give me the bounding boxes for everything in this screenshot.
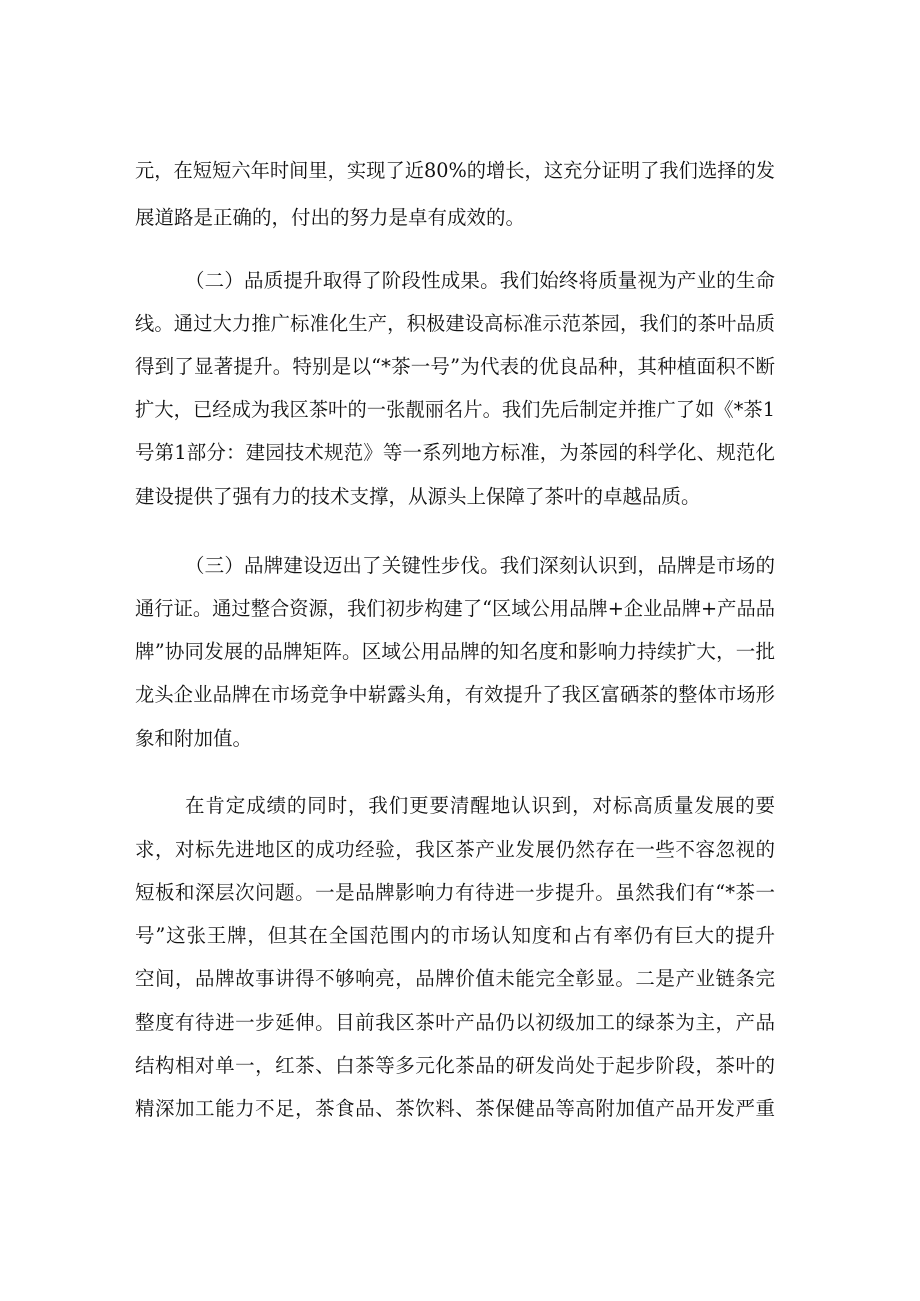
text-line: （三）品牌建设迈出了关键性步伐。我们深刻认识到，品牌是市场的 bbox=[185, 554, 775, 577]
text-line: 整度有待进一步延伸。目前我区茶叶产品仍以初级加工的绿茶为主，产品 bbox=[135, 1011, 775, 1034]
text-line: 龙头企业品牌在市场竞争中崭露头角，有效提升了我区富硒茶的整体市场形 bbox=[135, 683, 775, 706]
text-line: 牌”协同发展的品牌矩阵。区域公用品牌的知名度和影响力持续扩大，一批 bbox=[135, 640, 775, 663]
text-line: （二）品质提升取得了阶段性成果。我们始终将质量视为产业的生命 bbox=[185, 269, 775, 292]
text-line: 得到了显著提升。特别是以“*茶一号”为代表的优良品种，其种植面积不断 bbox=[135, 355, 775, 378]
text-line: 短板和深层次问题。一是品牌影响力有待进一步提升。虽然我们有“*茶一 bbox=[135, 881, 775, 904]
text-line: 线。通过大力推广标准化生产，积极建设高标准示范茶园，我们的茶叶品质 bbox=[135, 312, 775, 335]
text-line: 展道路是正确的，付出的努力是卓有成效的。 bbox=[135, 206, 526, 229]
text-line: 号第1部分：建园技术规范》等一系列地方标准，为茶园的科学化、规范化 bbox=[135, 441, 775, 464]
text-line: 建设提供了强有力的技术支撑，从源头上保障了茶叶的卓越品质。 bbox=[135, 485, 701, 508]
text-line: 通行证。通过整合资源，我们初步构建了“区域公用品牌+企业品牌+产品品 bbox=[135, 597, 775, 620]
text-line: 在肯定成绩的同时，我们更要清醒地认识到，对标高质量发展的要 bbox=[185, 794, 775, 817]
text-line: 精深加工能力不足，茶食品、茶饮料、茶保健品等高附加值产品开发严重 bbox=[135, 1097, 775, 1120]
text-line: 扩大，已经成为我区茶叶的一张靓丽名片。我们先后制定并推广了如《*茶1 bbox=[135, 398, 775, 421]
text-line: 元，在短短六年时间里，实现了近80%的增长，这充分证明了我们选择的发 bbox=[135, 159, 775, 182]
text-line: 结构相对单一，红茶、白茶等多元化茶品的研发尚处于起步阶段，茶叶的 bbox=[135, 1054, 775, 1077]
text-line: 号”这张王牌，但其在全国范围内的市场认知度和占有率仍有巨大的提升 bbox=[135, 924, 775, 947]
text-line: 象和附加值。 bbox=[135, 727, 253, 750]
text-line: 空间，品牌故事讲得不够响亮，品牌价值未能完全彰显。二是产业链条完 bbox=[135, 967, 775, 990]
text-line: 求，对标先进地区的成功经验，我区茶产业发展仍然存在一些不容忽视的 bbox=[135, 838, 775, 861]
